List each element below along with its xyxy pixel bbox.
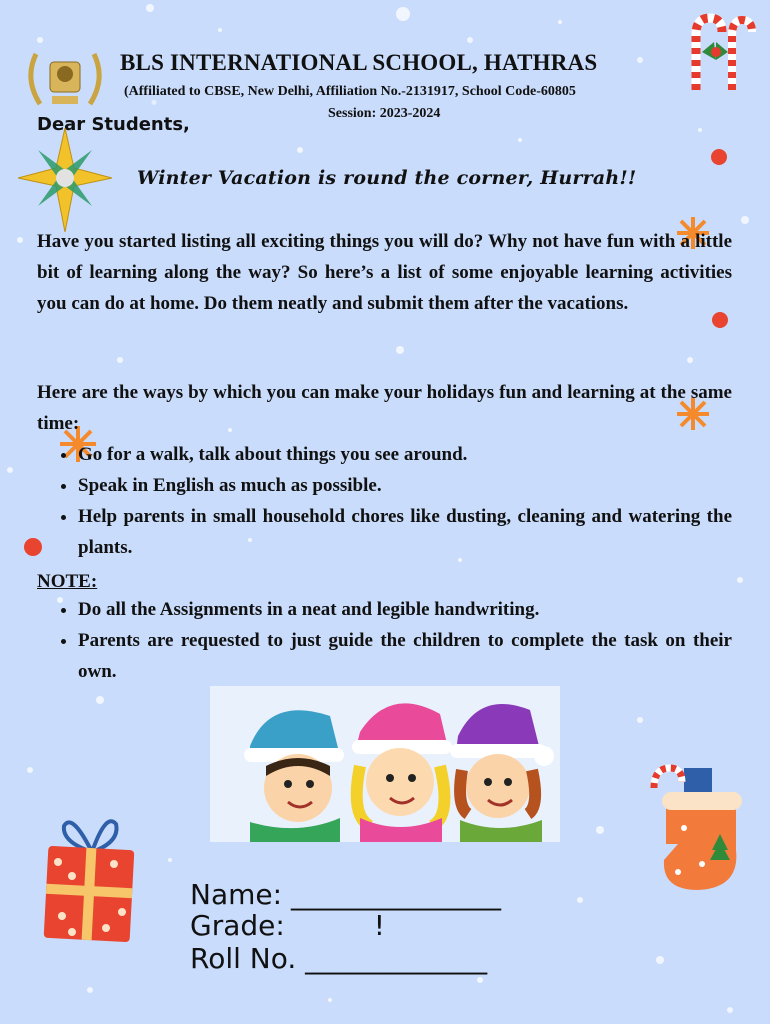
note-heading: NOTE: — [37, 571, 98, 592]
candy-cane-icon — [676, 12, 756, 94]
list-item: • Speak in English as much as possible. — [78, 470, 732, 501]
ways-list — [37, 439, 732, 563]
grade-field-line: Grade: ! — [190, 909, 386, 942]
ways-intro: Here are the ways by which you can make your holidays fun and learning at the same time: — [37, 382, 732, 434]
school-name: BLS INTERNATIONAL SCHOOL, HATHRAS — [120, 50, 598, 75]
school-emblem-icon — [22, 44, 108, 114]
affiliation-line: (Affiliated to CBSE, New Delhi, Affiliation No.-2131917, School Code-60805 — [124, 84, 576, 99]
christmas-stocking-icon — [648, 764, 748, 894]
gift-box-icon — [42, 812, 136, 942]
headline: Winter Vacation is round the corner, Hurrah!! — [137, 167, 637, 189]
greeting: Dear Students, — [37, 114, 190, 135]
session-line: Session: 2023-2024 — [328, 106, 441, 121]
notes-list — [37, 594, 732, 687]
list-item: • Help parents in small household chores like dusting, cleaning and watering the plants. — [78, 501, 732, 563]
intro-paragraph: Have you started listing all exciting things you will do? Why not have fun with a little bit of learning along the way? So here’s a list of some enjoyable learning activities you can do at home. Do them neatly and submit them after the vacations. — [37, 231, 732, 314]
list-item: • Go for a walk, talk about things you see around. — [78, 439, 732, 470]
roll-number-field-line: Roll No. _____________ — [190, 942, 488, 975]
children-winter-hats-illustration — [210, 686, 560, 842]
list-item: • Parents are requested to just guide the children to complete the task on their own. — [78, 625, 732, 687]
name-field-line: Name: _______________ — [190, 878, 501, 911]
list-item: • Do all the Assignments in a neat and legible handwriting. — [78, 594, 732, 625]
star-ornament-icon — [18, 128, 112, 232]
